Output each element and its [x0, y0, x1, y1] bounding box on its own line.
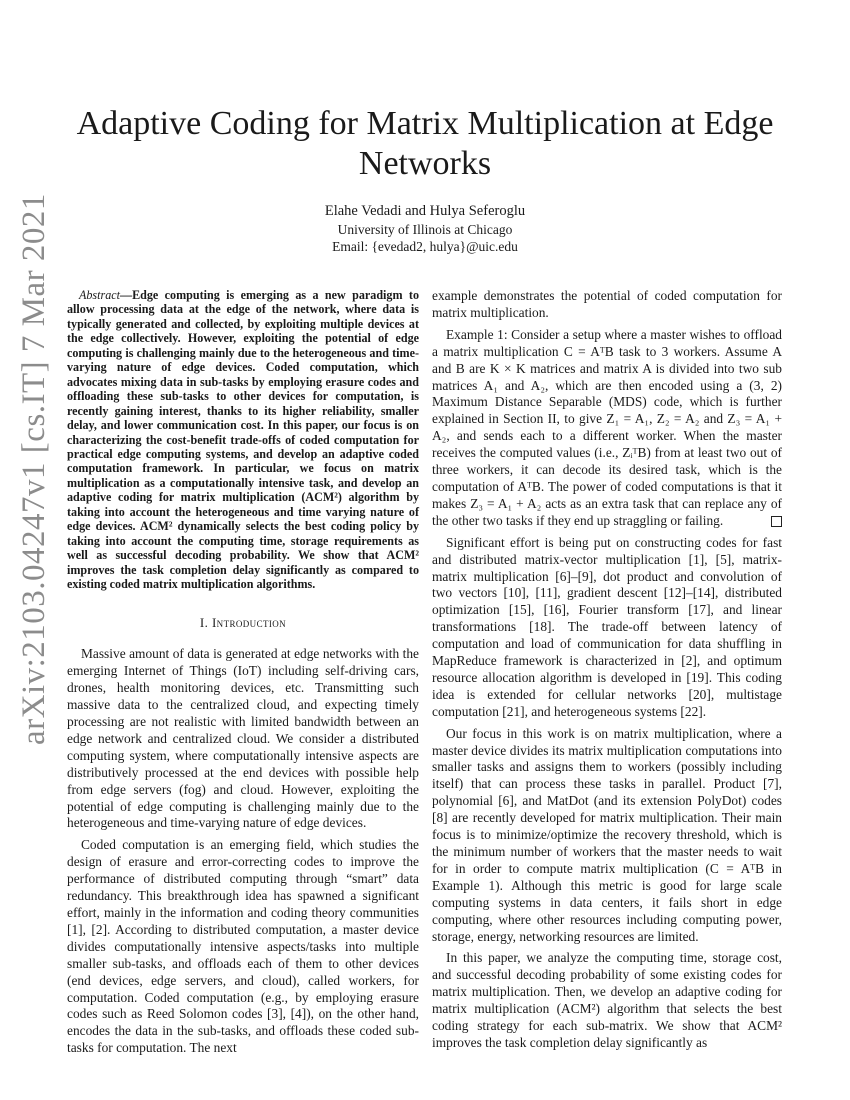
abstract [67, 288, 419, 592]
paper-title: Adaptive Coding for Matrix Multiplication at Edge Networks [76, 105, 774, 182]
intro-paragraph: Coded computation is an emerging field, which studies the design of erasure and error-correcting codes to improve the performance of distributed computing through “smart” data redundancy. This breakthrough idea has spawned a significant effort, mainly in the information and coding theory communities [1], [2]. According to distributed computation, a master device divides computationally intensive aspects/tasks into multiple smaller sub-tasks, and offloads each of them to other devices (end devices, edge servers, and cloud), called workers, for computation. Coded computation (e.g., by employing erasure codes such as Reed Solomon codes [3], [4]), on the other hand, encodes the data in the sub-tasks, and offloads these coded sub-tasks for computation. The next [67, 837, 419, 1056]
abstract-text: —Edge computing is emerging as a new paradigm to allow processing data at the edge of the network, where data is typically generated and collected, by exploiting multiple devices at the edge collectively. However, exploiting the potential of edge computing is challenging mainly due to the heterogeneous and time-varying nature of edge devices. Coded computation, which advocates mixing data in sub-tasks by employing erasure codes and offloading these sub-tasks to other devices for computation, is recently gaining interest, thanks to its higher reliability, smaller delay, and lower communication cost. In this paper, our focus is on characterizing the cost-benefit trade-offs of coded computation for practical edge computing systems, and develop an adaptive coded computation framework. In particular, we focus on matrix multiplication as a computationally intensive task, and develop an adaptive coding for matrix multiplication (ACM²) algorithm by taking into account the heterogeneous and time varying nature of edge devices. ACM² dynamically selects the best coding policy by taking into account the computing time, storage requirements as well as successful decoding probability. We show that ACM² improves the task completion delay significantly as compared to existing coded matrix multiplication algorithms. [67, 288, 419, 592]
intro-paragraph: Massive amount of data is generated at edge networks with the emerging Internet of Things (IoT) including self-driving cars, drones, health monitoring devices, etc. Transmitting such massive data to the centralized cloud, and expecting timely processing are not realistic with limited bandwidth between an edge network and centralized cloud. We consider a distributed computing system, where computationally intensive aspects are distributively processed at the end devices with possible help from edge servers (fog) and cloud. However, exploiting the potential of edge computing is challenging mainly due to the heterogeneous and time-varying nature of edge devices. [67, 646, 419, 831]
abstract-label: Abstract [79, 288, 120, 302]
body-paragraph: Our focus in this work is on matrix multiplication, where a master device divides its matrix multiplication computations into smaller tasks and assigns them to workers (possibly including itself) that can process these tasks in parallel. Product [7], polynomial [6], and MatDot (and its extension PolyDot) codes [8] are recently developed for matrix multiplication. Their main focus is to minimize/optimize the recovery threshold, which is the minimum number of workers that the master needs to wait for in order to compute matrix multiplication (C = AᵀB in Example 1). Although this metric is good for large scale computing systems in data centers, it fails short in edge computing, where other resources including computing power, storage, energy, networking resources are limited. [432, 725, 782, 944]
body-paragraph: In this paper, we analyze the computing time, storage cost, and successful decoding probability of some existing codes for matrix multiplication. Then, we develop an adaptive coding for matrix multiplication (ACM²) algorithm that selects the best coding strategy for each sub-matrix. We show that ACM² improves the task completion delay significantly as [432, 950, 782, 1050]
author-email: Email: {evedad2, hulya}@uic.edu [332, 239, 518, 254]
section-heading-introduction: I. Introduction [199, 614, 287, 630]
body-paragraph: example demonstrates the potential of coded computation for matrix multiplication. [432, 288, 782, 320]
arxiv-identifier: arXiv:2103.04247v1 [cs.IT] 7 Mar 2021 [16, 193, 52, 745]
affiliation: University of Illinois at Chicago [337, 222, 513, 237]
left-column [67, 288, 419, 1062]
author-list: Elahe Vedadi and Hulya Seferoglu [324, 203, 526, 219]
example-paragraph [432, 327, 782, 530]
body-paragraph: Significant effort is being put on constructing codes for fast and distributed matrix-vector multiplication [1], [5], matrix-matrix multiplication [6]–[9], dot product and convolution of two vectors [10], [11], gradient descent [12]–[14], distributed optimization [15], [16], Fourier transform [17], and linear transformations [18]. The trade-off between latency of computation and load of communication for data shuffling in MapReduce framework is characterized in [2], and optimum resource allocation algorithm is developed in [19]. This coding idea is extended for cellular networks [20], multistage computation [21], and heterogeneous systems [22]. [432, 534, 782, 719]
qed-square-icon [771, 516, 782, 527]
right-column [432, 288, 782, 1057]
example-text: Example 1: Consider a setup where a master wishes to offload a matrix multiplication C = AᵀB task to 3 workers. Assume A and B are K × K matrices and matrix A is divided into two sub matrices A₁ and A₂, which are then encoded using a (3, 2) Maximum Distance Separable (MDS) code, which is further explained in Section II, to give Z₁ = A₁, Z₂ = A₂ and Z₃ = A₁ + A₂, and sends each to a different worker. When the master receives the computed values (i.e., ZᵢᵀB) from at least two out of three workers, it can decode its desired task, which is the computation of AᵀB. The power of coded computations is that it makes Z₃ = A₁ + A₂ acts as an extra task that can replace any of the other two tasks if they end up straggling or failing. [432, 326, 782, 528]
